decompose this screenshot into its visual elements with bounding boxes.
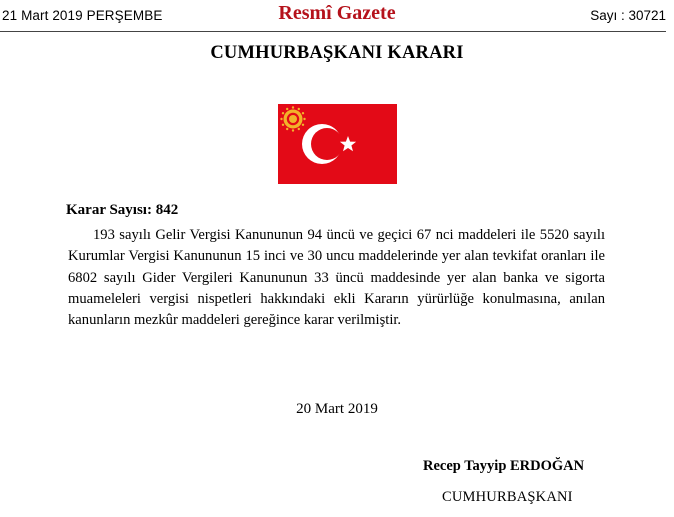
decision-number: Karar Sayısı: 842: [66, 202, 179, 218]
header-date: 21 Mart 2019 PERŞEMBE: [2, 8, 163, 23]
document-title: CUMHURBAŞKANI KARARI: [210, 43, 464, 63]
turkish-flag-icon: [278, 104, 397, 184]
gazette-title: Resmî Gazete: [278, 2, 396, 24]
header-divider: [0, 31, 666, 32]
signature-date: 20 Mart 2019: [296, 401, 378, 417]
issue-number: Sayı : 30721: [590, 8, 666, 23]
decision-body: 193 sayılı Gelir Vergisi Kanununun 94 üncü ve geçici 67 nci maddeleri ile 5520 sayılı Kurumlar Vergisi Kanununun 15 inci ve 30 uncu maddelerinde yer alan tevkifat oranları ile 6802 sayılı Gider Vergileri Kanununun 33 üncü maddesinde yer alan banka ve sigorta muameleleri vergisi nispetleri hakkındaki ekli Kararın yürürlüğe konulmasına, anılan kanunların mezkûr maddeleri gereğince karar verilmiştir.: [68, 227, 605, 329]
gazette-header: [0, 0, 674, 34]
signer-name: Recep Tayyip ERDOĞAN: [423, 458, 585, 474]
signer-title: CUMHURBAŞKANI: [442, 489, 573, 505]
